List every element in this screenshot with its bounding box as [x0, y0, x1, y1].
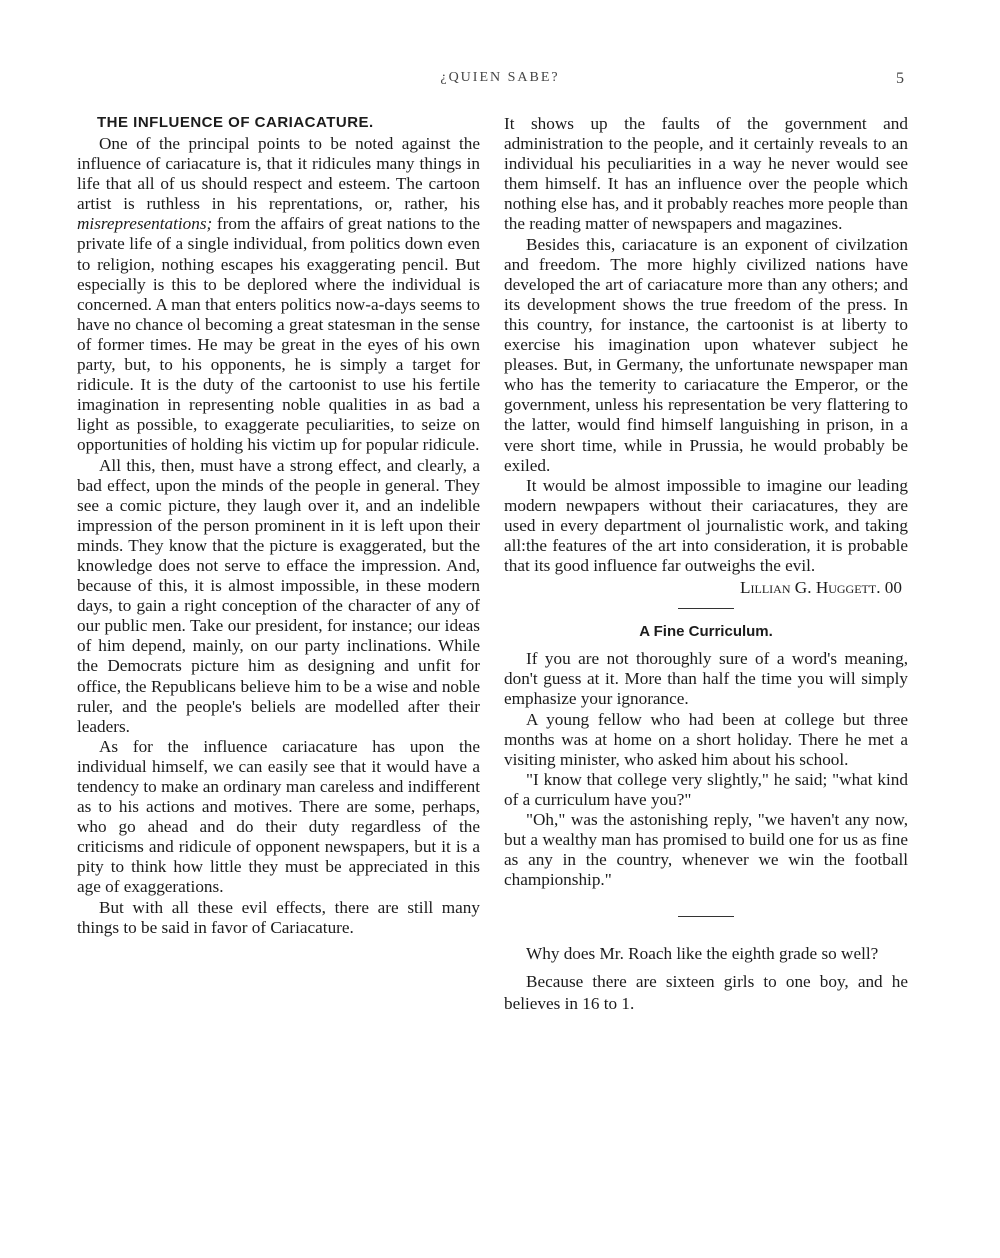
- left-column: [77, 114, 480, 938]
- paragraph: One of the principal points to be noted against the influence of cariacature is, that it ridicules many things in life that all of us should respect and esteem. The cartoon artist is ruthless in his reprentations, or, rather, his misrepresentations; from the affairs of great nations to the private life of a single individual, from politics down even to religion, nothing escapes his exaggerating pencil. But especially is this to be deplored where the individual is concerned. A man that enters politics now-a-days seems to have no chance ol becoming a great statesman in the sense of former times. He may be great in the eyes of his own party, but, to his opponents, he is simply a target for ridicule. It is the duty of the cartoonist to use his fertile imagination in representing noble qualities in as bad a light as possible, to exaggerate peculiarities, to seize on opportunities of holding his victim up for popular ridicule.: [77, 134, 480, 455]
- paragraph: But with all these evil effects, there are still many things to be said in favor of Cariacature.: [77, 897, 480, 937]
- paragraph: It shows up the faults of the government and administration to the people, and it certainly reveals to an individual his peculiarities in a way he never would see them himself. It has an influence over the people which nothing else has, and it probably reaches more people than the reading matter of newspapers and magazines.: [504, 114, 908, 234]
- right-column: [504, 114, 908, 1021]
- section-divider: [678, 608, 734, 609]
- paragraph: All this, then, must have a strong effect, and clearly, a bad effect, upon the minds of the people in general. They see a comic picture, they laugh over it, and an indelible impression of the person prominent in it is left upon their minds. They know that the picture is exaggerated, but the knowledge does not serve to efface the impression. And, because of this, it is almost impossible, in these modern days, to gain a right conception of the character of any of our public men. Take our president, for instance; our ideas of him depend, mainly, on our party inclinations. While the Democrats picture him as designing and unfit for office, the Republicans believe him to be a wise and noble ruler, and the people's beliels are modelled after their leaders.: [77, 455, 480, 736]
- page-number: 5: [896, 70, 904, 87]
- article-title: THE INFLUENCE OF CARIACATURE.: [97, 114, 374, 131]
- paragraph: "Oh," was the astonishing reply, "we haven't any now, but a wealthy man has promised to build one for us as fine as any in the country, whenever we win the football championship.": [504, 810, 908, 890]
- joke-answer: Because there are sixteen girls to one boy, and he believes in 16 to 1.: [504, 972, 908, 1014]
- section-title: A Fine Curriculum.: [639, 623, 773, 641]
- author-signature: Lillian G. Huggett. 00: [740, 578, 902, 598]
- joke-question: Why does Mr. Roach like the eighth grade so well?: [526, 944, 879, 964]
- paragraph: "I know that college very slightly," he said; "what kind of a curriculum have you?": [504, 769, 908, 809]
- paragraph: It would be almost impossible to imagine our leading modern newpapers without their cariacatures, they are used in every department ol journalistic work, and taking all:the features of the art into consideration, it is probable that its good influence far outweighs the evil.: [504, 475, 908, 576]
- section-divider: [678, 916, 734, 917]
- joke: [504, 943, 908, 1015]
- paragraph: As for the influence cariacature has upon the individual himself, we can easily see that it would have a tendency to make an ordinary man careless and indifferent as to his actions and motives. There are some, perhaps, who go ahead and do their duty regardless of the criticisms and ridicule of opponent newspapers, but it is a pity to think how little they must be appreciated in this age of exaggerations.: [77, 736, 480, 897]
- paragraph: If you are not thoroughly sure of a word's meaning, don't guess at it. More than half the time you will simply emphasize your ignorance.: [504, 649, 908, 709]
- paragraph: Besides this, cariacature is an exponent of civilzation and freedom. The more highly civilized nations have developed the art of cariacature more than any others; and its development shows the true freedom of the press. In this country, for instance, the cartoonist is at liberty to exercise his imagination upon whatever subject he pleases. But, in Germany, the unfortunate newspaper man who has the temerity to cariacature the Emperor, or the government, unless his representation be very flattering to the latter, would find himself languishing in prison, in a vere short time, while in Prussia, he would probably be exiled.: [504, 234, 908, 475]
- running-title: ¿QUIEN SABE?: [440, 70, 560, 85]
- emphasis: misrepresentations;: [77, 214, 213, 234]
- paragraph: A young fellow who had been at college but three months was at home on a short holiday. There he met a visiting minister, who asked him about his school.: [504, 709, 908, 769]
